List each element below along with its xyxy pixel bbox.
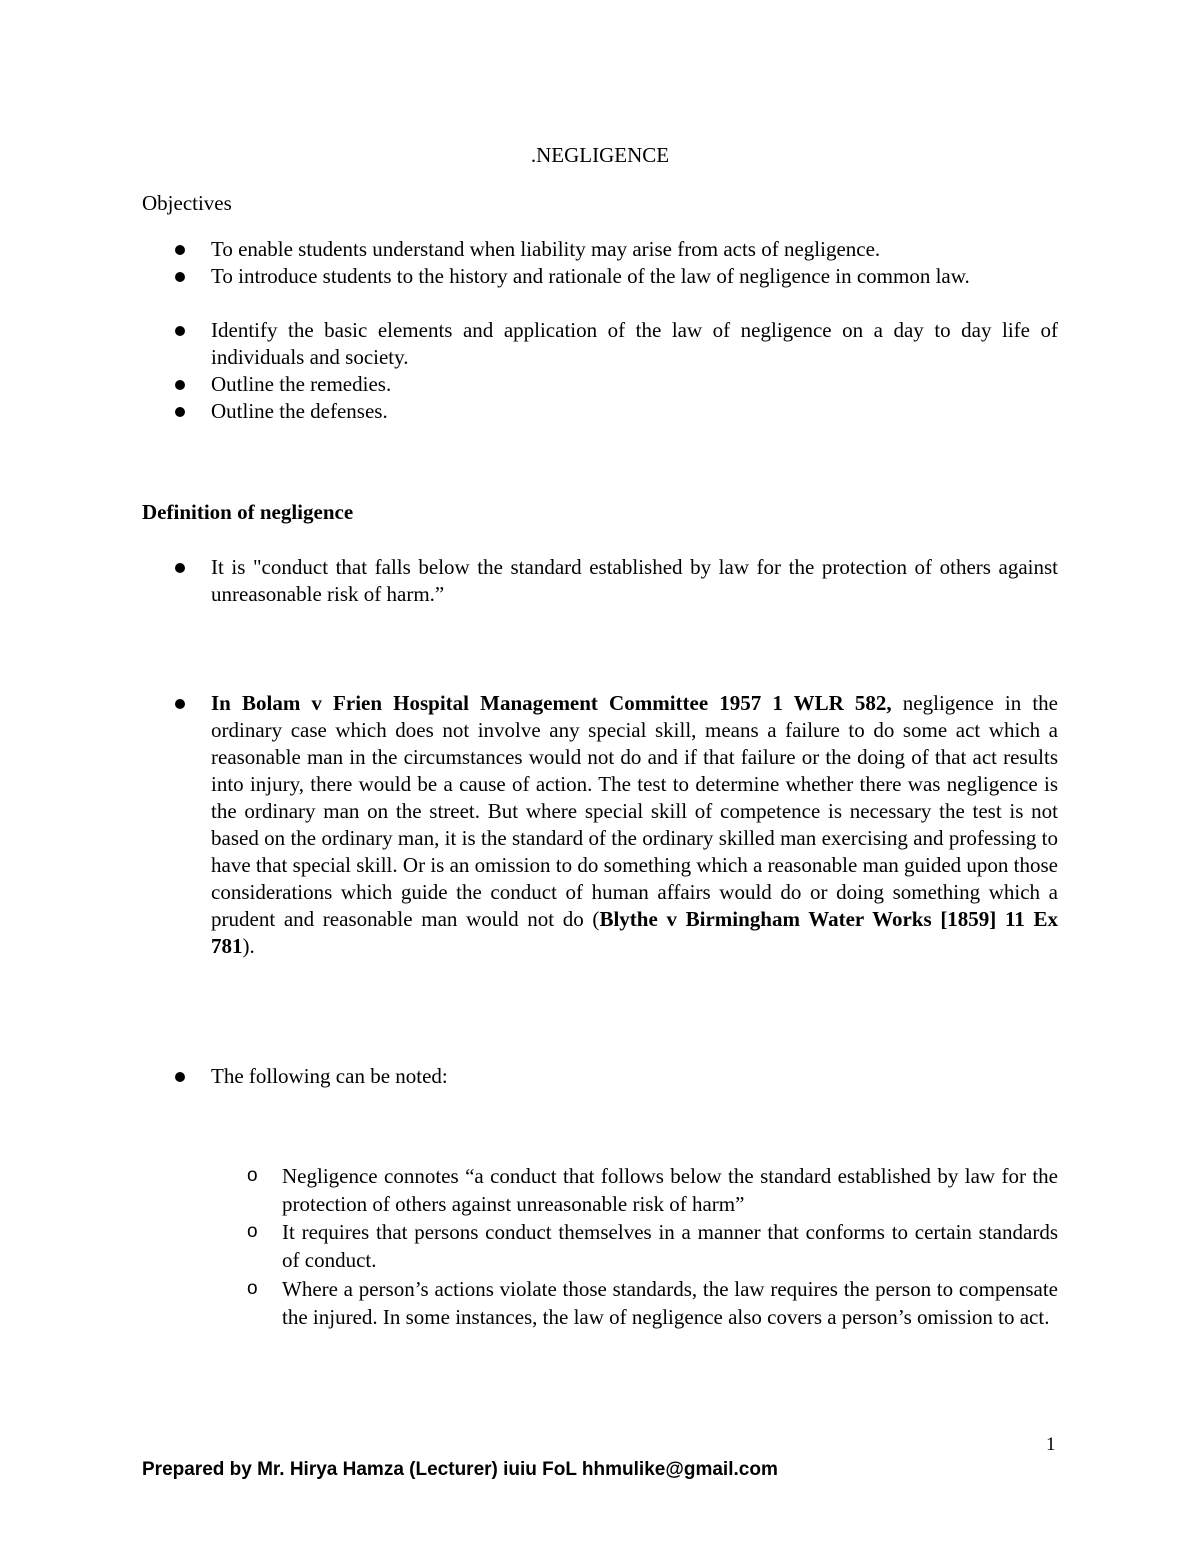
circle-bullet-icon: o xyxy=(247,1278,258,1299)
noted-item: Where a person’s actions violate those standards, the law requires the person to compensate the injured. In some instances, the law of negligence also covers a person’s omission to act. xyxy=(282,1277,1058,1329)
noted-item: It requires that persons conduct themselves in a manner that conforms to certain standards of conduct. xyxy=(282,1220,1058,1272)
bolam-case-citation: In Bolam v Frien Hospital Management Committee 1957 1 WLR 582, xyxy=(211,691,892,715)
blythe-case-citation: Blythe v Birmingham Water Works [1859] 11 Ex 781 xyxy=(211,907,1058,958)
bullet-icon xyxy=(175,407,185,417)
definition-text: It is "conduct that falls below the standard established by law for the protection of others against unreasonable risk of harm.” xyxy=(211,555,1058,606)
bullet-icon xyxy=(175,245,185,255)
bullet-icon xyxy=(175,326,185,336)
circle-bullet-icon: o xyxy=(247,1221,258,1242)
noted-intro: The following can be noted: xyxy=(211,1064,448,1088)
bullet-icon xyxy=(175,380,185,390)
circle-bullet-icon: o xyxy=(247,1165,258,1186)
objective-item: Outline the defenses. xyxy=(211,399,388,423)
bullet-icon xyxy=(175,272,185,282)
bullet-icon xyxy=(175,699,185,709)
page-number: 1 xyxy=(1046,1434,1056,1455)
objectives-label: Objectives xyxy=(142,191,232,215)
objective-item: To enable students understand when liability may arise from acts of negligence. xyxy=(211,237,881,261)
footer-credit: Prepared by Mr. Hirya Hamza (Lecturer) iuiu FoL hhmulike@gmail.com xyxy=(142,1459,778,1480)
noted-item: Negligence connotes “a conduct that follows below the standard established by law for the protection of others against unreasonable risk of harm” xyxy=(282,1164,1058,1216)
objective-item: To introduce students to the history and rationale of the law of negligence in common law. xyxy=(211,264,970,288)
definition-heading: Definition of negligence xyxy=(142,500,354,524)
bolam-paragraph xyxy=(211,690,1058,960)
objective-item: Identify the basic elements and application of the law of negligence on a day to day life of individuals and society. xyxy=(211,318,1058,369)
document-title: .NEGLIGENCE xyxy=(530,143,670,167)
bullet-icon xyxy=(175,1072,185,1082)
objective-item: Outline the remedies. xyxy=(211,372,392,396)
bullet-icon xyxy=(175,563,185,573)
bolam-closing: ). xyxy=(242,934,255,958)
bolam-body-text: negligence in the ordinary case which does not involve any special skill, means a failure to do some act which a reasonable man in the circumstances would not do and if that failure or the doing of that act results into injury, there would be a cause of action. The test to determine whether there was negligence is the ordinary man on the street. But where special skill of competence is necessary the test is not based on the ordinary man, it is the standard of the ordinary skilled man exercising and professing to have that special skill. Or is an omission to do something which a reasonable man guided upon those considerations which guide the conduct of human affairs would do or doing something which a prudent and reasonable man would not do ( xyxy=(211,691,1058,931)
